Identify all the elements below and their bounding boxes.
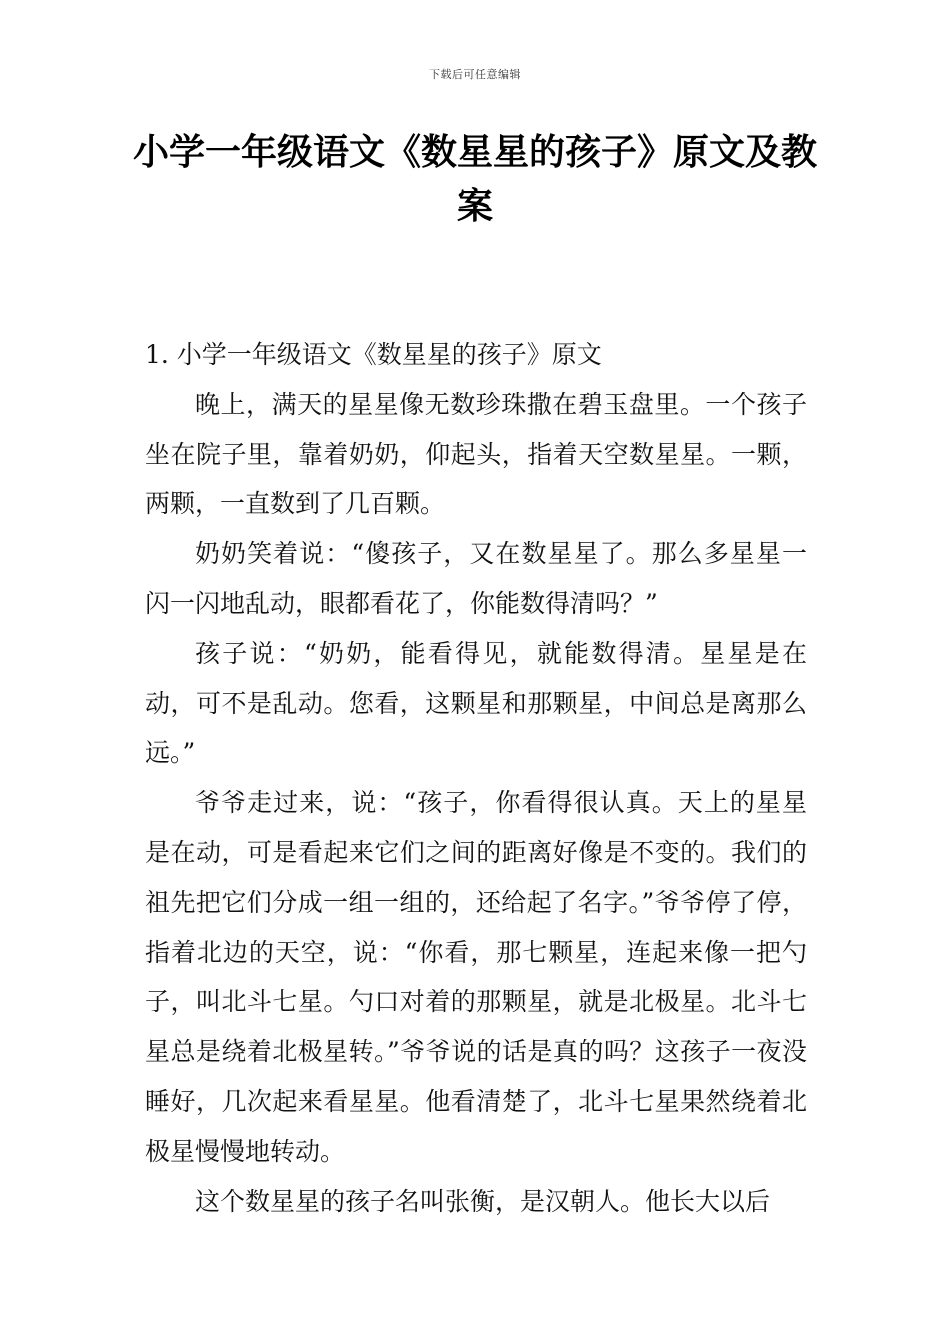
header-note: 下载后可任意编辑 xyxy=(429,68,521,81)
section-heading: 1. 小学一年级语文《数星星的孩子》原文 xyxy=(145,340,602,369)
document-title: 小学一年级语文《数星星的孩子》原文及教案 xyxy=(132,132,817,227)
paragraph: 奶奶笑着说：“傻孩子，又在数星星了。那么多星星一闪一闪地乱动，眼都看花了，你能数得清吗？” xyxy=(145,539,807,618)
document-body xyxy=(145,330,807,1226)
paragraph: 孩子说：“奶奶，能看得见，就能数得清。星星是在动，可不是乱动。您看，这颗星和那颗星，中间总是离那么远。” xyxy=(145,638,807,768)
paragraph: 晚上，满天的星星像无数珍珠撒在碧玉盘里。一个孩子坐在院子里，靠着奶奶，仰起头，指着天空数星星。一颗，两颗，一直数到了几百颗。 xyxy=(145,389,807,519)
paragraph: 这个数星星的孩子名叫张衡，是汉朝人。他长大以后 xyxy=(195,1186,771,1216)
paragraph: 爷爷走过来，说：“孩子，你看得很认真。天上的星星是在动，可是看起来它们之间的距离好像是不变的。我们的祖先把它们分成一组一组的，还给起了名字。”爷爷停了停，指着北边的天空，说：“你看，那七颗星，连起来像一把勺子，叫北斗七星。勺口对着的那颗星，就是北极星。北斗七星总是绕着北极星转。”爷爷说的话是真的吗？这孩子一夜没睡好，几次起来看星星。他看清楚了，北斗七星果然绕着北极星慢慢地转动。 xyxy=(145,788,807,1166)
